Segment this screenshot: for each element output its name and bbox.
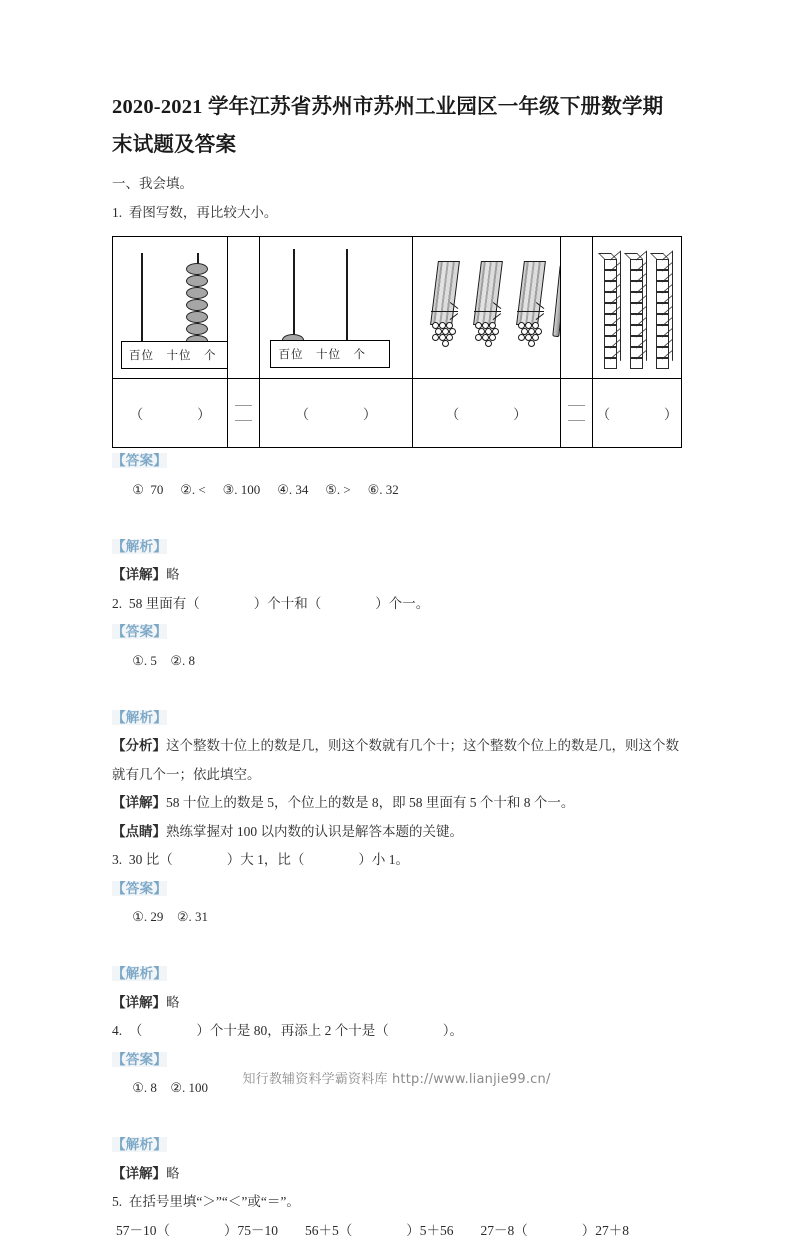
stick-bundles-icon [413,237,560,378]
q3-answer-1: ①. 29 [132,909,163,924]
q1-answer-5: ⑤. > [325,482,351,497]
figure-cell-operator-2 [561,237,593,378]
base-ten-rod [604,259,623,369]
figure-blank-2 [260,379,412,447]
figure-operator-blank-2[interactable] [561,379,593,447]
section-heading: 一、我会填。 [112,170,684,199]
answer-label: 【答案】 [112,453,167,468]
detail-label: 【详解】 [112,567,166,582]
blank-paren-4[interactable]: （ ） [597,403,678,423]
unit-cube [656,358,669,369]
highlight-label: 【点睛】 [112,824,166,839]
figure-operator-blank-1[interactable] [228,379,260,447]
q2-highlight-row [112,818,684,847]
place-value-labels-2: 百位 十位 个 [271,346,373,362]
q2-breakdown-text: 这个整数十位上的数是几，则这个数就有几个十；这个整数个位上的数是几，则这个数就有几个一；依此填空。 [112,738,679,782]
blank-paren-1[interactable]: （ ） [130,403,211,423]
q2-breakdown-row [112,732,684,789]
q3-detail-text: 略 [166,995,180,1010]
abacus-icon [260,237,411,378]
q1-answer-4: ④. 34 [277,482,308,497]
q1-text: 看图写数，再比较大小。 [129,205,278,220]
q1-answer-3: ③. 100 [223,482,261,497]
answer-label: 【答案】 [112,624,167,639]
q2-number: 2. [112,596,122,611]
q5-expressions: 57－10（ ）75－10 56＋5（ ）5＋56 27－8（ ）27＋8 [112,1217,684,1245]
question-1-stem [112,199,684,228]
q1-analysis-row [112,533,684,562]
q2-answer-2: ②. 8 [170,653,195,668]
q3-analysis-row [112,960,684,989]
answer-label: 【答案】 [112,1052,167,1067]
q3-detail-row [112,989,684,1018]
q5-number: 5. [112,1194,122,1209]
q2-answer-1: ①. 5 [132,653,157,668]
q3-answer-2: ②. 31 [177,909,208,924]
q4-detail-row [112,1160,684,1189]
figure-row-blanks [113,379,681,447]
question-3-stem [112,846,684,875]
q4-analysis-row [112,1131,684,1160]
q1-answer-row [112,447,684,533]
q1-answer-1: ① 70 [132,482,163,497]
place-value-bar-1 [121,341,228,369]
base-ten-rod [656,259,675,369]
figure-cell-cubes [593,237,681,378]
figure-row-images [113,237,681,379]
q2-answer-row [112,618,684,704]
q1-detail-text: 略 [166,567,180,582]
page-title: 2020-2021 学年江苏省苏州市苏州工业园区一年级下册数学期末试题及答案 [112,88,684,164]
question-5-stem [112,1188,684,1217]
unit-cube [604,358,617,369]
q1-number: 1. [112,205,122,220]
q3-answer-row [112,875,684,961]
q2-detail-text: 58 十位上的数是 5，个位上的数是 8，即 58 里面有 5 个十和 8 个一。 [166,795,574,810]
figure-blank-3 [413,379,561,447]
q4-text: （ ）个十是 80，再添上 2 个十是（ ）。 [129,1023,463,1038]
q2-text: 58 里面有（ ）个十和（ ）个一。 [129,596,429,611]
detail-label: 【详解】 [112,795,166,810]
figure-table [112,236,682,448]
abacus-icon [113,237,227,378]
place-value-bar-2 [270,340,390,368]
figure-cell-sticks [413,237,561,378]
unit-cube [630,358,643,369]
q1-answer-6: ⑥. 32 [368,482,399,497]
q2-highlight-text: 熟练掌握对 100 以内数的认识是解答本题的关键。 [166,824,463,839]
q1-answer-2: ②. < [180,482,206,497]
answer-label: 【答案】 [112,881,167,896]
breakdown-label: 【分析】 [112,738,166,753]
q4-detail-text: 略 [166,1166,180,1181]
blank-paren-3[interactable]: （ ） [446,403,527,423]
q2-detail-row [112,789,684,818]
figure-blank-1 [113,379,228,447]
analysis-label: 【解析】 [112,710,167,725]
q4-answer-1: ①. 8 [132,1080,157,1095]
question-4-stem [112,1017,684,1046]
q4-answer-row [112,1046,684,1132]
figure-blank-4 [593,379,681,447]
blank-paren-2[interactable]: （ ） [296,403,377,423]
analysis-label: 【解析】 [112,539,167,554]
detail-label: 【详解】 [112,995,166,1010]
q4-number: 4. [112,1023,122,1038]
figure-cell-operator-1 [228,237,260,378]
question-2-stem [112,590,684,619]
q3-text: 30 比（ ）大 1，比（ ）小 1。 [129,852,409,867]
q1-detail-row [112,561,684,590]
footer-watermark: 知行教辅资料学霸资料库 http://www.lianjie99.cn/ [0,1068,793,1087]
figure-cell-abacus-1 [113,237,228,378]
base-ten-rod [630,259,649,369]
place-value-labels-1: 百位 十位 个 [122,347,224,363]
analysis-label: 【解析】 [112,966,167,981]
q4-answer-2: ②. 100 [170,1080,208,1095]
q5-text: 在括号里填“＞”“＜”或“＝”。 [129,1194,300,1209]
q3-number: 3. [112,852,122,867]
detail-label: 【详解】 [112,1166,166,1181]
analysis-label: 【解析】 [112,1137,167,1152]
base-ten-rods-icon [593,237,681,378]
figure-cell-abacus-2 [260,237,412,378]
q2-analysis-row [112,704,684,733]
